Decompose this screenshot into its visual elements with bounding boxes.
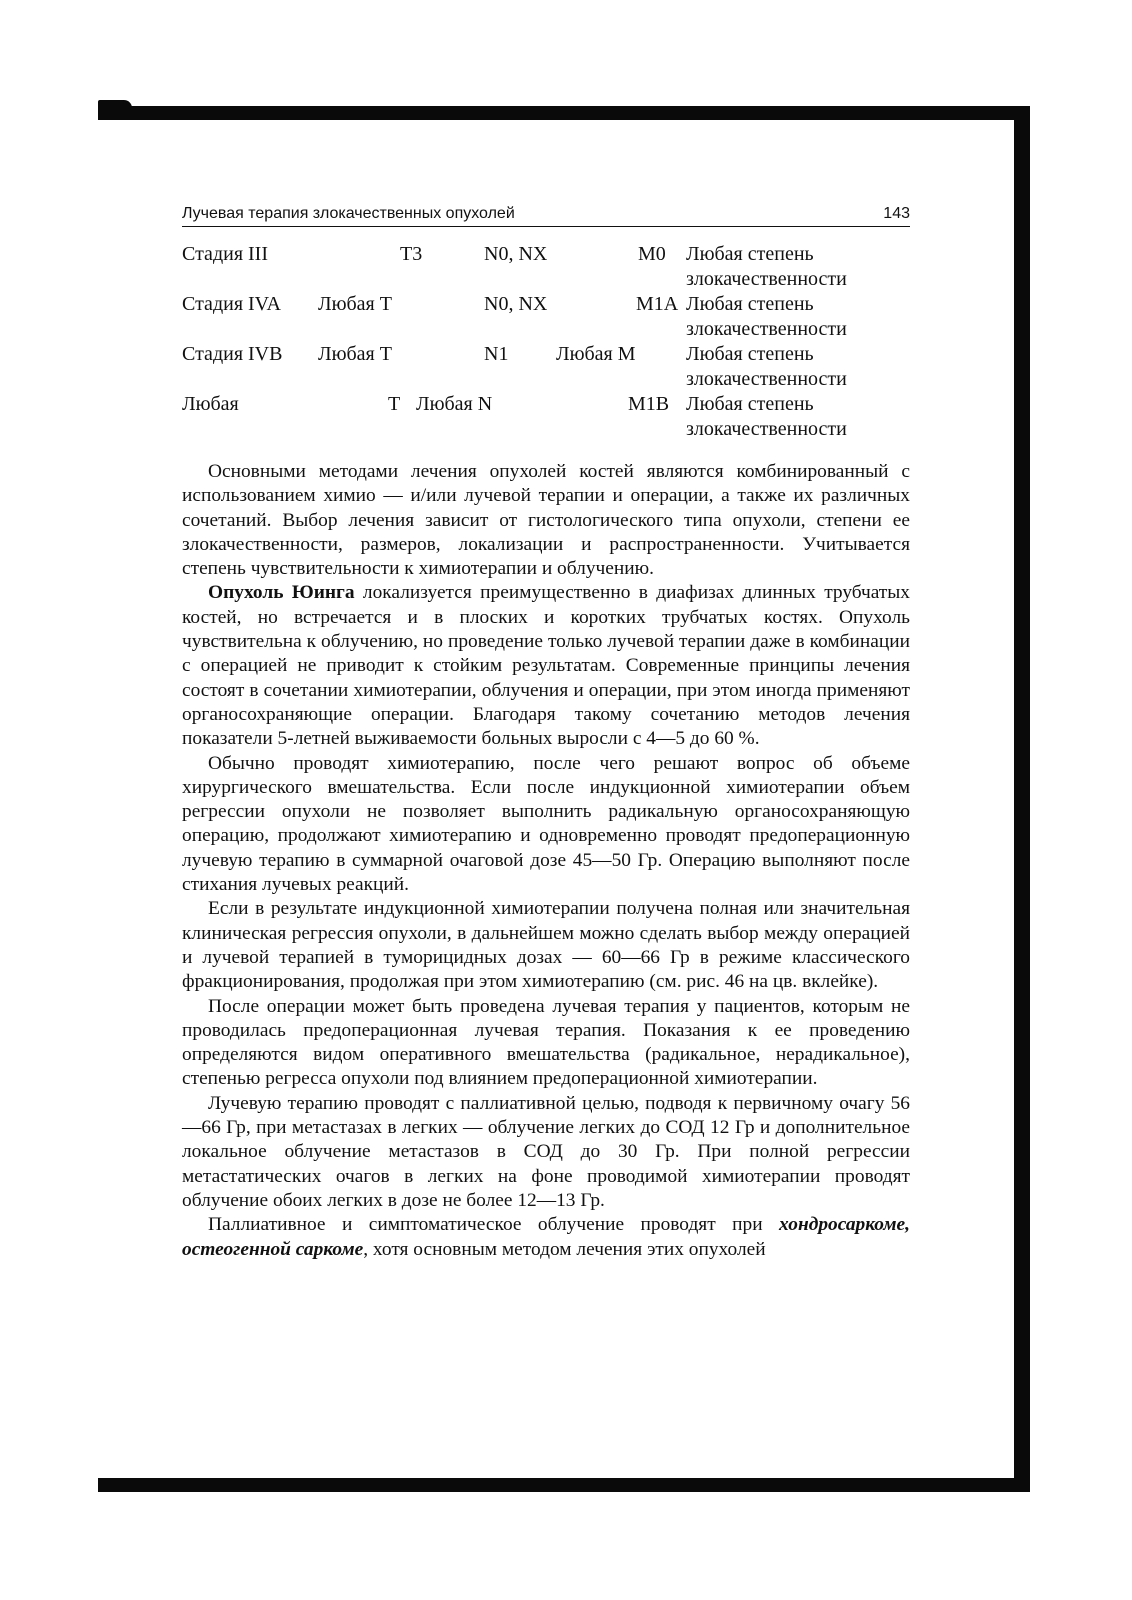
m-cell: М1В	[628, 393, 670, 415]
paragraph-text: , хотя основным методом лечения этих опухолей	[363, 1238, 766, 1260]
n-cell: Любая N	[416, 393, 493, 415]
stage-cell: Любая	[182, 393, 239, 415]
m-cell: М0	[638, 243, 666, 265]
grade-cell: Любая степень злокачественности	[686, 243, 847, 290]
m-cell: М1А	[636, 293, 679, 315]
paragraph: Основными методами лечения опухолей костей являются комбинированный с использованием химио — и/или лучевой терапии и операции, а также их различных сочетаний. Выбор лечения зависит от гистологического типа опухоли, степени ее злокачественности, размеров, локализации и распространенности. Учитывается степень чувствительности к химиотерапии и облучению.	[182, 461, 910, 580]
t-cell: Любая Т	[318, 293, 392, 315]
table-row	[182, 292, 910, 342]
stage-cell: Стадия IVA	[182, 293, 281, 315]
paragraph: Если в результате индукционной химиотерапии получена полная или значительная клиническая регрессия опухоли, в дальнейшем можно сделать выбор между операцией и лучевой терапией в туморицидных дозах — 60—66 Гр в режиме классического фракционирования, продолжая при этом химиотерапию (см. рис. 46 на цв. вклейке).	[182, 898, 910, 993]
paragraph: После операции может быть проведена лучевая терапия у пациентов, которым не проводилась предоперационная лучевая терапия. Показания к ее проведению определяются видом оперативного вмешательства (радикальное, нерадикальное), степенью регресса опухоли под влиянием предоперационной химиотерапии.	[182, 995, 910, 1090]
running-header	[182, 204, 910, 227]
grade-cell: Любая степень злокачественности	[686, 293, 847, 340]
page-number: 143	[883, 205, 910, 222]
n-cell: N0, NX	[484, 293, 548, 315]
grade-cell: Любая степень злокачественности	[686, 343, 847, 390]
table-row	[182, 392, 910, 442]
table-row	[182, 342, 910, 392]
stage-cell: Стадия IVB	[182, 343, 283, 365]
scan-border-top	[98, 106, 1030, 120]
stage-cell: Стадия III	[182, 243, 268, 265]
t-cell: Любая Т	[318, 343, 392, 365]
paragraph-text: Паллиативное и симптоматическое облучение проводят при	[208, 1214, 780, 1236]
table-row	[182, 242, 910, 292]
grade-cell: Любая степень злокачественности	[686, 393, 847, 440]
paragraph	[182, 1213, 910, 1262]
paragraph: Обычно проводят химиотерапию, после чего решают вопрос об объеме хирургического вмешательства. Если после индукционной химиотерапии объем регрессии опухоли не позволяет выполнить радикальную органосохраняющую операцию, продолжают химиотерапию и одновременно проводят предоперационную лучевую терапию в суммарной очаговой дозе 45—50 Гр. Операцию выполняют после стихания лучевых реакций.	[182, 752, 910, 896]
scan-border-bottom	[98, 1478, 1030, 1492]
staging-table	[182, 242, 910, 442]
term-sarcomas: хондросаркоме, остеогенной саркоме	[182, 1214, 910, 1260]
scan-border-right	[1014, 106, 1030, 1492]
t-cell: Т	[388, 393, 401, 415]
body-text	[182, 460, 910, 1262]
t-cell: Т3	[400, 243, 423, 265]
n-cell: N0, NX	[484, 243, 548, 265]
m-cell: Любая М	[556, 343, 636, 365]
paragraph: Лучевую терапию проводят с паллиативной целью, подводя к первичному очагу 56—66 Гр, при метастазах в легких — облучение легких до СОД 12 Гр и дополнительное локальное облучение метастазов в СОД до 30 Гр. При полной регрессии метастатических очагов в легких на фоне проводимой химиотерапии проводят облучение обоих легких в дозе не более 12—13 Гр.	[182, 1092, 910, 1211]
running-title: Лучевая терапия злокачественных опухолей	[182, 205, 515, 222]
paragraph	[182, 581, 910, 751]
n-cell: N1	[484, 343, 509, 365]
paragraph-text: локализуется преимущественно в диафизах длинных трубчатых костей, но встречается и в плоских и коротких трубчатых костях. Опухоль чувствительна к облучению, но проведение только лучевой терапии даже в комбинации с операцией не приводит к стойким результатам. Современные принципы лечения состоят в сочетании химиотерапии, облучения и операции, при этом иногда применяют органосохраняющие операции. Благодаря такому сочетанию методов лечения показатели 5-летней выживаемости больных выросли с 4—5 до 60 %.	[182, 582, 910, 750]
term-ewing-tumor: Опухоль Юинга	[208, 582, 355, 604]
